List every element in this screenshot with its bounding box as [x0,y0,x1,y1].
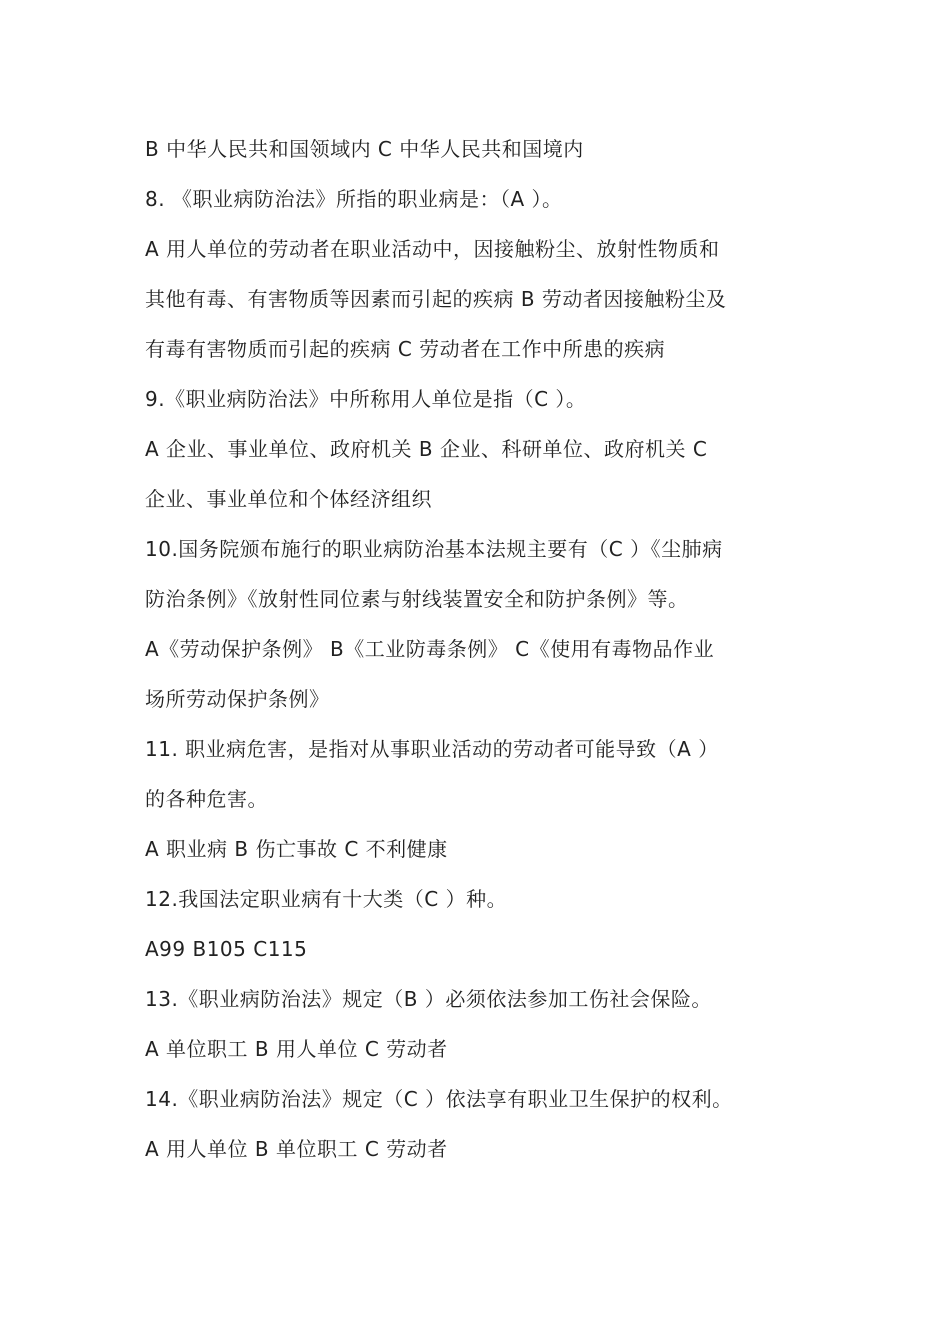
question-10: 防治条例》《放射性同位素与射线装置安全和防护条例》等。 [145,587,689,611]
question-9-options: 企业、事业单位和个体经济组织 [145,487,432,511]
question-11: 11. 职业病危害，是指对从事职业活动的劳动者可能导致（A ） [145,737,719,761]
question-14: 14.《职业病防治法》规定（C ）依法享有职业卫生保护的权利。 [145,1087,733,1111]
text-line-option: B 中华人民共和国领域内 C 中华人民共和国境内 [145,137,584,161]
question-13: 13.《职业病防治法》规定（B ）必须依法参加工伤社会保险。 [145,987,712,1011]
question-8-options: 有毒有害物质而引起的疾病 C 劳动者在工作中所患的疾病 [145,337,666,361]
question-9-options: A 企业、事业单位、政府机关 B 企业、科研单位、政府机关 C [145,437,708,461]
question-13-options: A 单位职工 B 用人单位 C 劳动者 [145,1037,448,1061]
question-10-options: A《劳动保护条例》 B《工业防毒条例》 C《使用有毒物品作业 [145,637,715,661]
question-10: 10.国务院颁布施行的职业病防治基本法规主要有（C ）《尘肺病 [145,537,723,561]
question-12: 12.我国法定职业病有十大类（C ）种。 [145,887,508,911]
question-8: 8. 《职业病防治法》所指的职业病是：（A ）。 [145,187,563,211]
question-14-options: A 用人单位 B 单位职工 C 劳动者 [145,1137,448,1161]
question-12-options: A99 B105 C115 [145,937,308,961]
question-9: 9.《职业病防治法》中所称用人单位是指（C ）。 [145,387,587,411]
question-8-options: 其他有毒、有害物质等因素而引起的疾病 B 劳动者因接触粉尘及 [145,287,727,311]
question-11-options: A 职业病 B 伤亡事故 C 不利健康 [145,837,448,861]
question-11: 的各种危害。 [145,787,268,811]
document-body [145,124,815,1174]
question-8-options: A 用人单位的劳动者在职业活动中，因接触粉尘、放射性物质和 [145,237,720,261]
question-10-options: 场所劳动保护条例》 [145,687,330,711]
